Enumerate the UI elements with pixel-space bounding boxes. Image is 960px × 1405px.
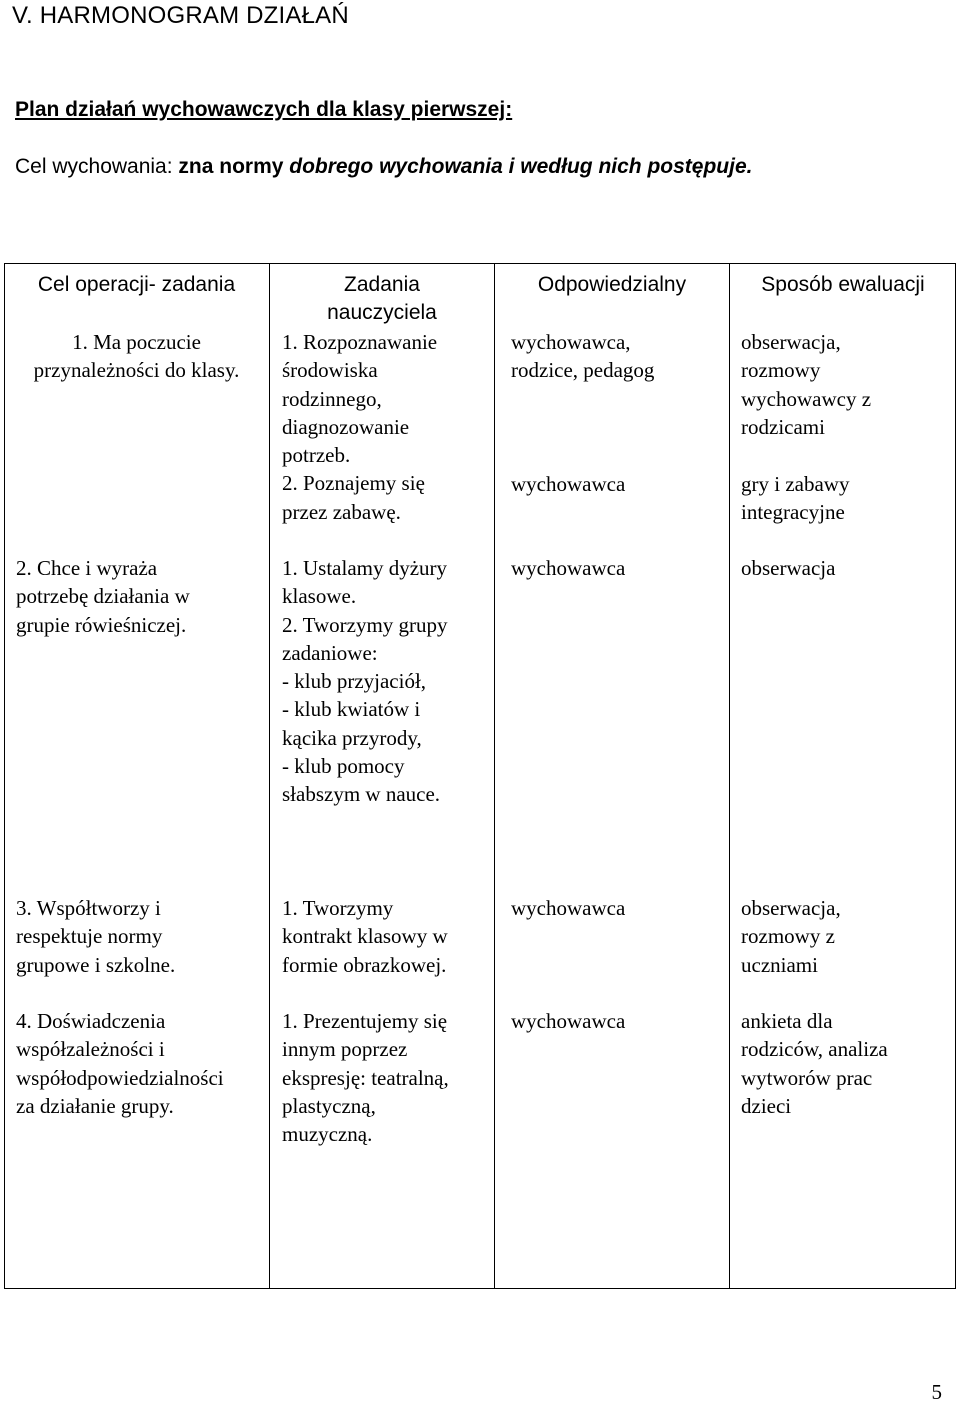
row4-evaluation: ankieta dla rodziców, analiza wytworów prac dzieci — [741, 1009, 888, 1118]
page-number: 5 — [931, 1380, 942, 1404]
row1-evaluation-a: obserwacja, rozmowy wychowawcy z rodzicami — [741, 330, 872, 439]
goal-bold: zna normy — [178, 155, 290, 178]
row1-evaluation-b: gry i zabawy integracyjne — [741, 472, 850, 525]
section-title: V. HARMONOGRAM DZIAŁAŃ — [12, 2, 349, 29]
row2-responsible: wychowawca — [511, 556, 626, 580]
header-tasks: Zadania nauczyciela — [327, 273, 437, 324]
row3-evaluation: obserwacja, rozmowy z uczniami — [741, 896, 841, 977]
header-goal: Cel operacji- zadania — [37, 273, 236, 296]
row1-goal: 1. Ma poczucie przynależności do klasy. — [33, 330, 240, 383]
row3-responsible: wychowawca — [511, 896, 626, 920]
column-divider — [729, 263, 730, 1289]
header-responsible: Odpowiedzialny — [537, 273, 687, 296]
row2-evaluation: obserwacja — [741, 556, 836, 580]
column-divider — [269, 263, 270, 1289]
row4-goal: 4. Doświadczenia współzależności i współodpowiedzialności za działanie grupy. — [16, 1009, 224, 1118]
goal-prefix: Cel wychowania: — [15, 155, 179, 178]
row2-tasks: 1. Ustalamy dyżury klasowe. 2. Tworzymy grupy zadaniowe: - klub przyjaciół, - klub kwiatów i kącika przyrody, - klub pomocy słabszym w nauce. — [282, 556, 448, 807]
row1-tasks: 1. Rozpoznawanie środowiska rodzinnego, diagnozowanie potrzeb. 2. Poznajemy się przez zabawę. — [282, 330, 438, 524]
education-goal — [15, 155, 752, 179]
goal-bold-italic: dobrego wychowania i według nich postępuje. — [289, 155, 753, 178]
row4-tasks: 1. Prezentujemy się innym poprzez ekspresję: teatralną, plastyczną, muzyczną. — [282, 1009, 449, 1147]
row1-responsible-b: wychowawca — [511, 472, 626, 496]
row4-responsible: wychowawca — [511, 1009, 626, 1033]
row3-goal: 3. Współtworzy i respektuje normy grupowe i szkolne. — [16, 896, 176, 977]
row2-goal: 2. Chce i wyraża potrzebę działania w grupie rówieśniczej. — [16, 556, 190, 637]
plan-title: Plan działań wychowawczych dla klasy pierwszej: — [15, 98, 513, 121]
header-evaluation: Sposób ewaluacji — [761, 273, 925, 296]
column-divider — [494, 263, 495, 1289]
row1-responsible-a: wychowawca, rodzice, pedagog — [511, 330, 655, 383]
row3-tasks: 1. Tworzymy kontrakt klasowy w formie obrazkowej. — [282, 896, 448, 977]
